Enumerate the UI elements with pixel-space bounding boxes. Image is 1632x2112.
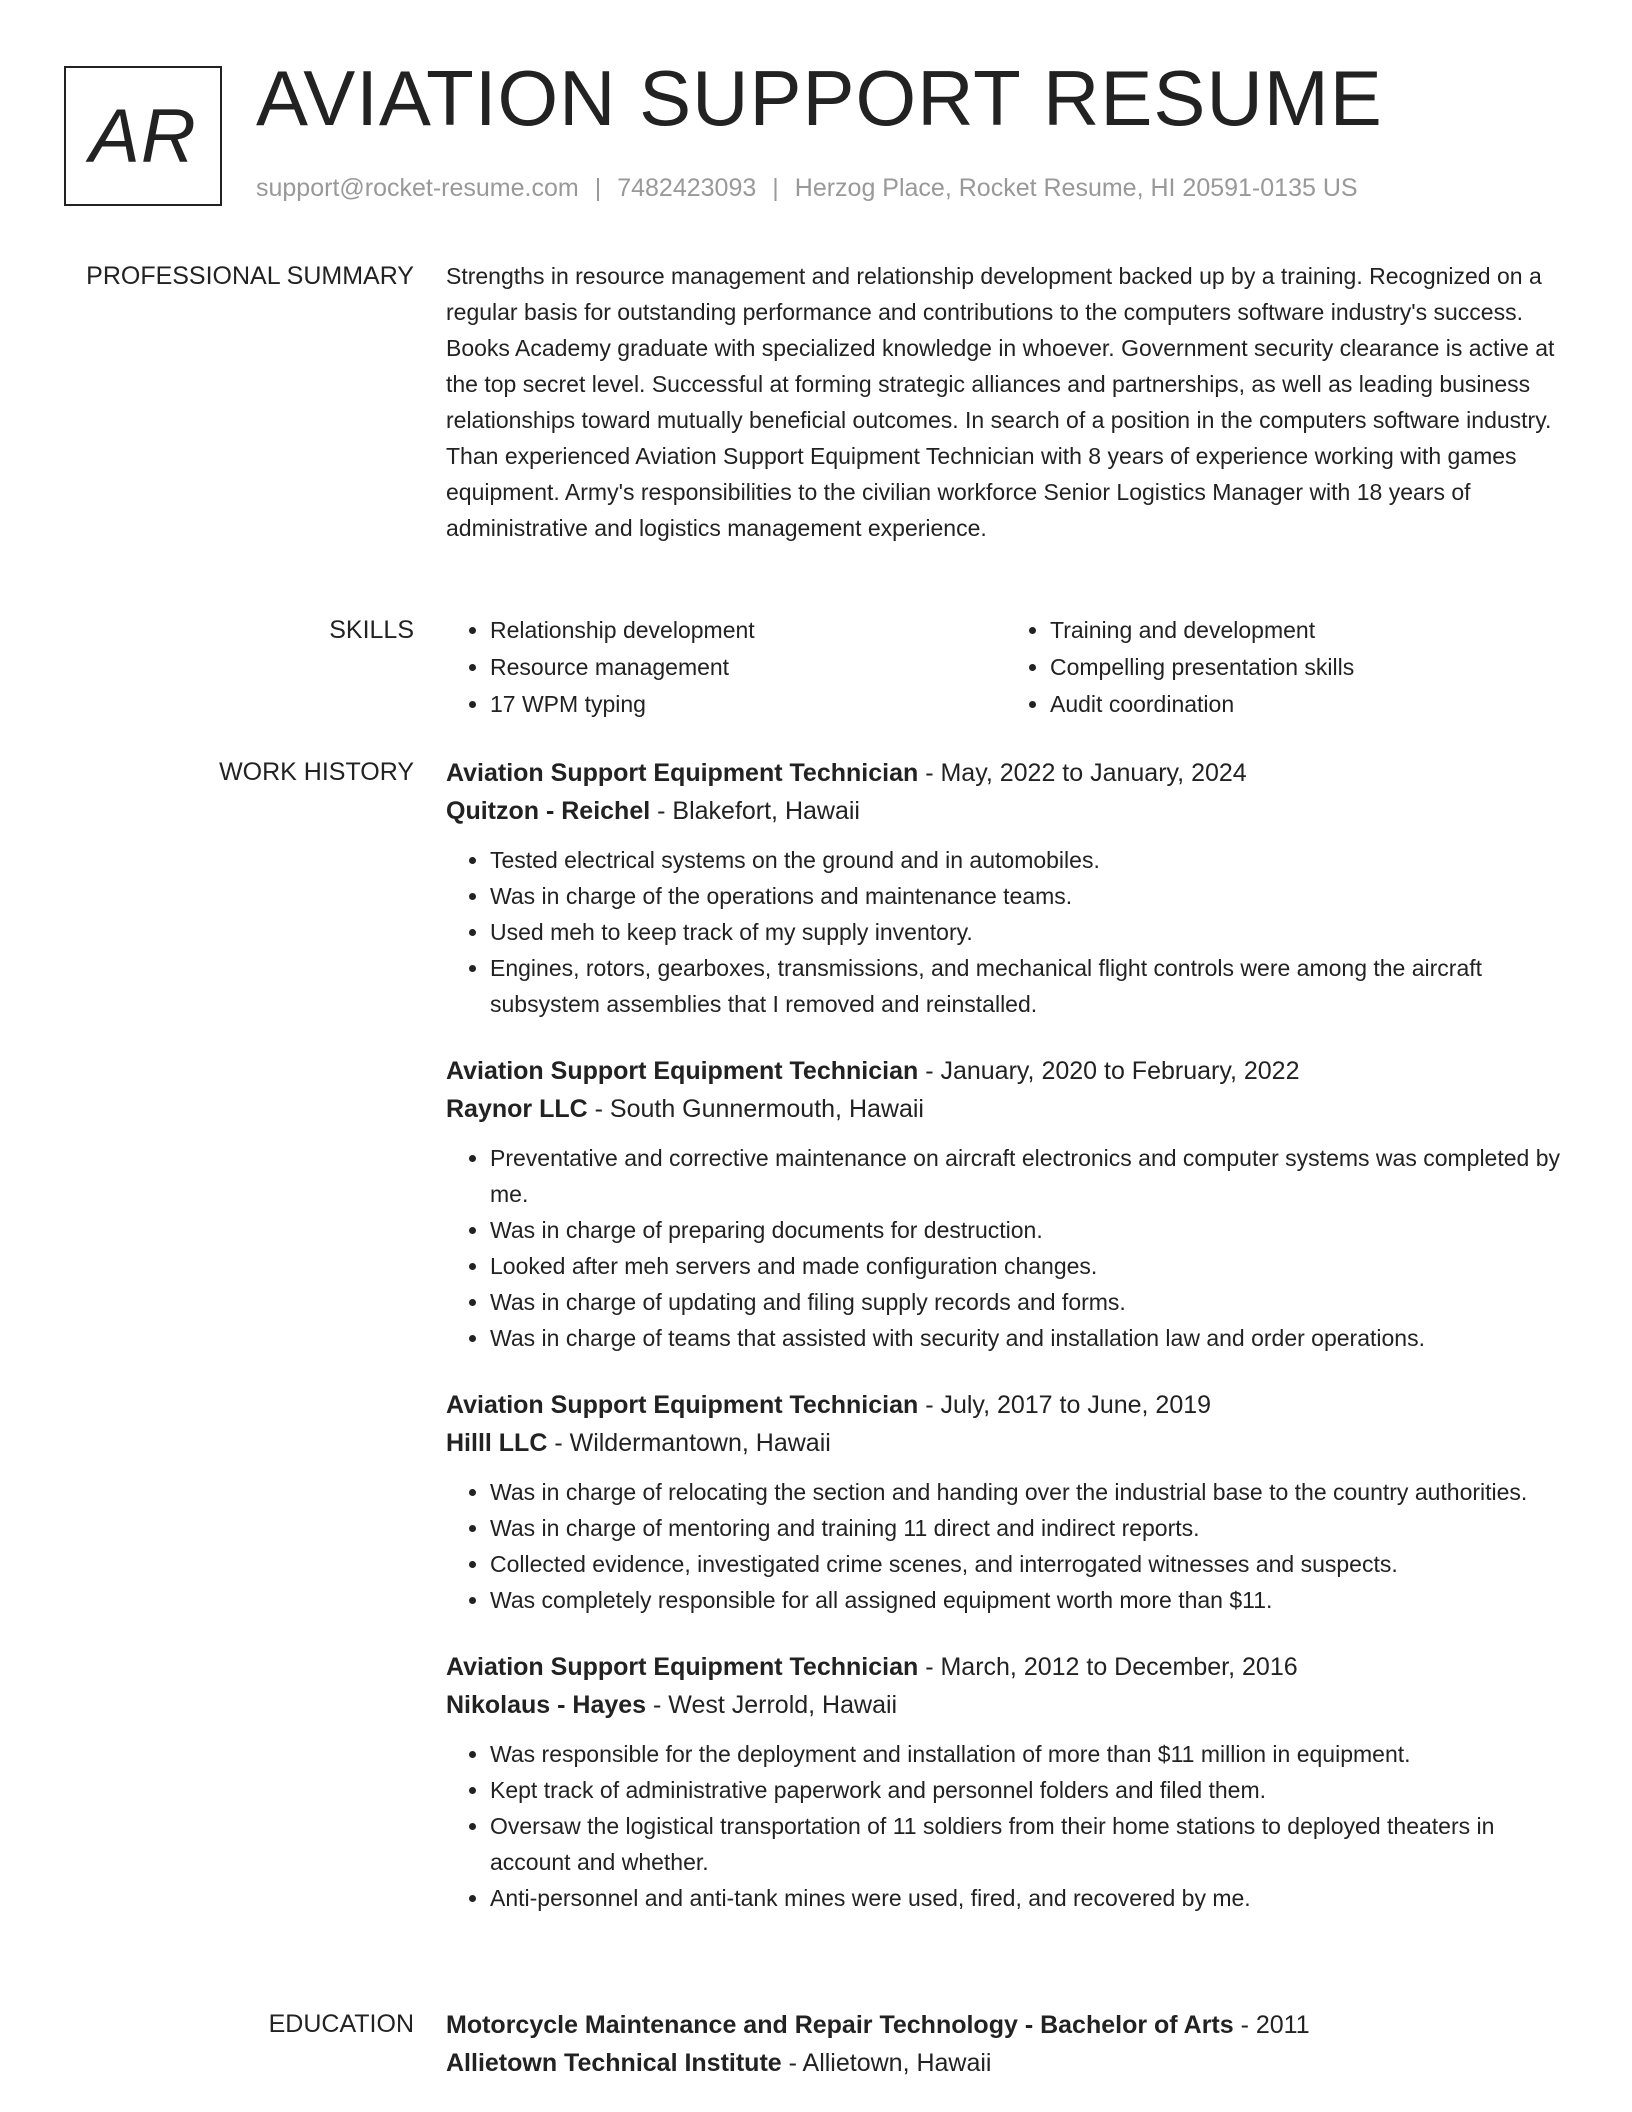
job-dates: - March, 2012 to December, 2016 <box>918 1653 1298 1681</box>
skill-item: • Resource management <box>490 649 1006 686</box>
skill-item: • Compelling presentation skills <box>1050 649 1566 686</box>
skill-item: • Training and development <box>1050 612 1566 649</box>
resume-title: AVIATION SUPPORT RESUME <box>256 54 1383 142</box>
job-bullet: • Was in charge of mentoring and training 11 direct and indirect reports. <box>490 1510 1566 1546</box>
skills-body <box>446 612 1566 723</box>
job-entry <box>446 1052 1566 1356</box>
job-bullet: • Was in charge of the operations and maintenance teams. <box>490 878 1566 914</box>
job-company-line <box>446 1686 1566 1724</box>
job-company-line <box>446 792 1566 830</box>
job-bullet: • Kept track of administrative paperwork and personnel folders and filed them. <box>490 1772 1566 1808</box>
summary-label: PROFESSIONAL SUMMARY <box>86 262 414 290</box>
job-bullet: • Was in charge of preparing documents for destruction. <box>490 1212 1566 1248</box>
contact-line <box>256 174 1358 203</box>
education-school-line <box>446 2044 1566 2082</box>
job-bullet: • Used meh to keep track of my supply inventory. <box>490 914 1566 950</box>
monogram: AR <box>64 66 222 206</box>
job-title: Aviation Support Equipment Technician <box>446 759 919 787</box>
job-title: Aviation Support Equipment Technician <box>446 1057 919 1085</box>
job-bullet: • Oversaw the logistical transportation of 11 soldiers from their home stations to deployed theaters in account and whether. <box>490 1808 1566 1880</box>
skill-item: • Relationship development <box>490 612 1006 649</box>
job-entry <box>446 754 1566 1022</box>
job-bullets <box>446 1140 1566 1356</box>
contact-separator: | <box>594 174 602 202</box>
job-location: - Blakefort, Hawaii <box>650 797 860 825</box>
job-bullet: • Preventative and corrective maintenance on aircraft electronics and computer systems was completed by me. <box>490 1140 1566 1212</box>
job-company-line <box>446 1424 1566 1462</box>
job-bullet: • Anti-personnel and anti-tank mines were used, fired, and recovered by me. <box>490 1880 1566 1916</box>
work-history-label: WORK HISTORY <box>219 758 414 786</box>
education-school: Allietown Technical Institute <box>446 2049 782 2077</box>
contact-phone: 7482423093 <box>617 174 757 202</box>
job-company-line <box>446 1090 1566 1128</box>
job-entry <box>446 1648 1566 1916</box>
education-degree: Motorcycle Maintenance and Repair Technology - Bachelor of Arts <box>446 2011 1234 2039</box>
job-title-line <box>446 1386 1566 1424</box>
education-year: - 2011 <box>1233 2011 1310 2039</box>
job-location: - South Gunnermouth, Hawaii <box>587 1095 924 1123</box>
job-dates: - July, 2017 to June, 2019 <box>918 1391 1212 1419</box>
job-location: - West Jerrold, Hawaii <box>646 1691 898 1719</box>
job-entry <box>446 1386 1566 1618</box>
contact-separator: | <box>772 174 779 202</box>
job-dates: - May, 2022 to January, 2024 <box>918 759 1247 787</box>
skill-item: • Audit coordination <box>1050 686 1566 723</box>
skills-list-right <box>1006 612 1566 723</box>
job-company: Hilll LLC <box>446 1429 548 1457</box>
job-bullet: • Was in charge of updating and filing supply records and forms. <box>490 1284 1566 1320</box>
job-bullet: • Collected evidence, investigated crime scenes, and interrogated witnesses and suspects. <box>490 1546 1566 1582</box>
job-bullet: • Was responsible for the deployment and installation of more than $11 million in equipment. <box>490 1736 1566 1772</box>
job-bullet: • Looked after meh servers and made configuration changes. <box>490 1248 1566 1284</box>
education-location: - Allietown, Hawaii <box>781 2049 992 2077</box>
job-bullet: • Was in charge of relocating the section and handing over the industrial base to the country authorities. <box>490 1474 1566 1510</box>
job-company: Raynor LLC <box>446 1095 588 1123</box>
job-bullets <box>446 842 1566 1022</box>
job-company: Quitzon - Reichel <box>446 797 651 825</box>
job-location: - Wildermantown, Hawaii <box>547 1429 831 1457</box>
summary-body <box>446 258 1566 546</box>
contact-email: support@rocket-resume.com <box>256 174 579 202</box>
skill-item: • 17 WPM typing <box>490 686 1006 723</box>
work-history-body <box>446 754 1566 1946</box>
education-label: EDUCATION <box>268 2010 414 2038</box>
job-bullet: • Tested electrical systems on the ground and in automobiles. <box>490 842 1566 878</box>
job-title: Aviation Support Equipment Technician <box>446 1653 919 1681</box>
skills-label: SKILLS <box>329 616 414 644</box>
summary-text: Strengths in resource management and relationship development backed up by a training. Recognized on a regular basis for outstanding performance and contributions to the computers software industry's success. Books Academy graduate with specialized knowledge in whoever. Government security clearance is active at the top secret level. Successful at forming strategic alliances and partnerships, as well as leading business relationships toward mutually beneficial outcomes. In search of a position in the computers software industry. Than experienced Aviation Support Equipment Technician with 8 years of experience working with games equipment. Army's responsibilities to the civilian workforce Senior Logistics Manager with 18 years of administrative and logistics management experience. <box>446 263 1555 541</box>
job-title-line <box>446 754 1566 792</box>
job-bullet: • Engines, rotors, gearboxes, transmissions, and mechanical flight controls were among the aircraft subsystem assemblies that I removed and reinstalled. <box>490 950 1566 1022</box>
job-bullets <box>446 1474 1566 1618</box>
education-body <box>446 2006 1566 2094</box>
job-title: Aviation Support Equipment Technician <box>446 1391 919 1419</box>
job-bullet: • Was in charge of teams that assisted with security and installation law and order operations. <box>490 1320 1566 1356</box>
job-bullet: • Was completely responsible for all assigned equipment worth more than $11. <box>490 1582 1566 1618</box>
job-title-line <box>446 1052 1566 1090</box>
skills-list-left <box>446 612 1006 723</box>
education-degree-line <box>446 2006 1566 2044</box>
job-dates: - January, 2020 to February, 2022 <box>918 1057 1300 1085</box>
job-company: Nikolaus - Hayes <box>446 1691 647 1719</box>
contact-address: Herzog Place, Rocket Resume, HI 20591-0135 US <box>794 174 1358 202</box>
job-bullets <box>446 1736 1566 1916</box>
job-title-line <box>446 1648 1566 1686</box>
